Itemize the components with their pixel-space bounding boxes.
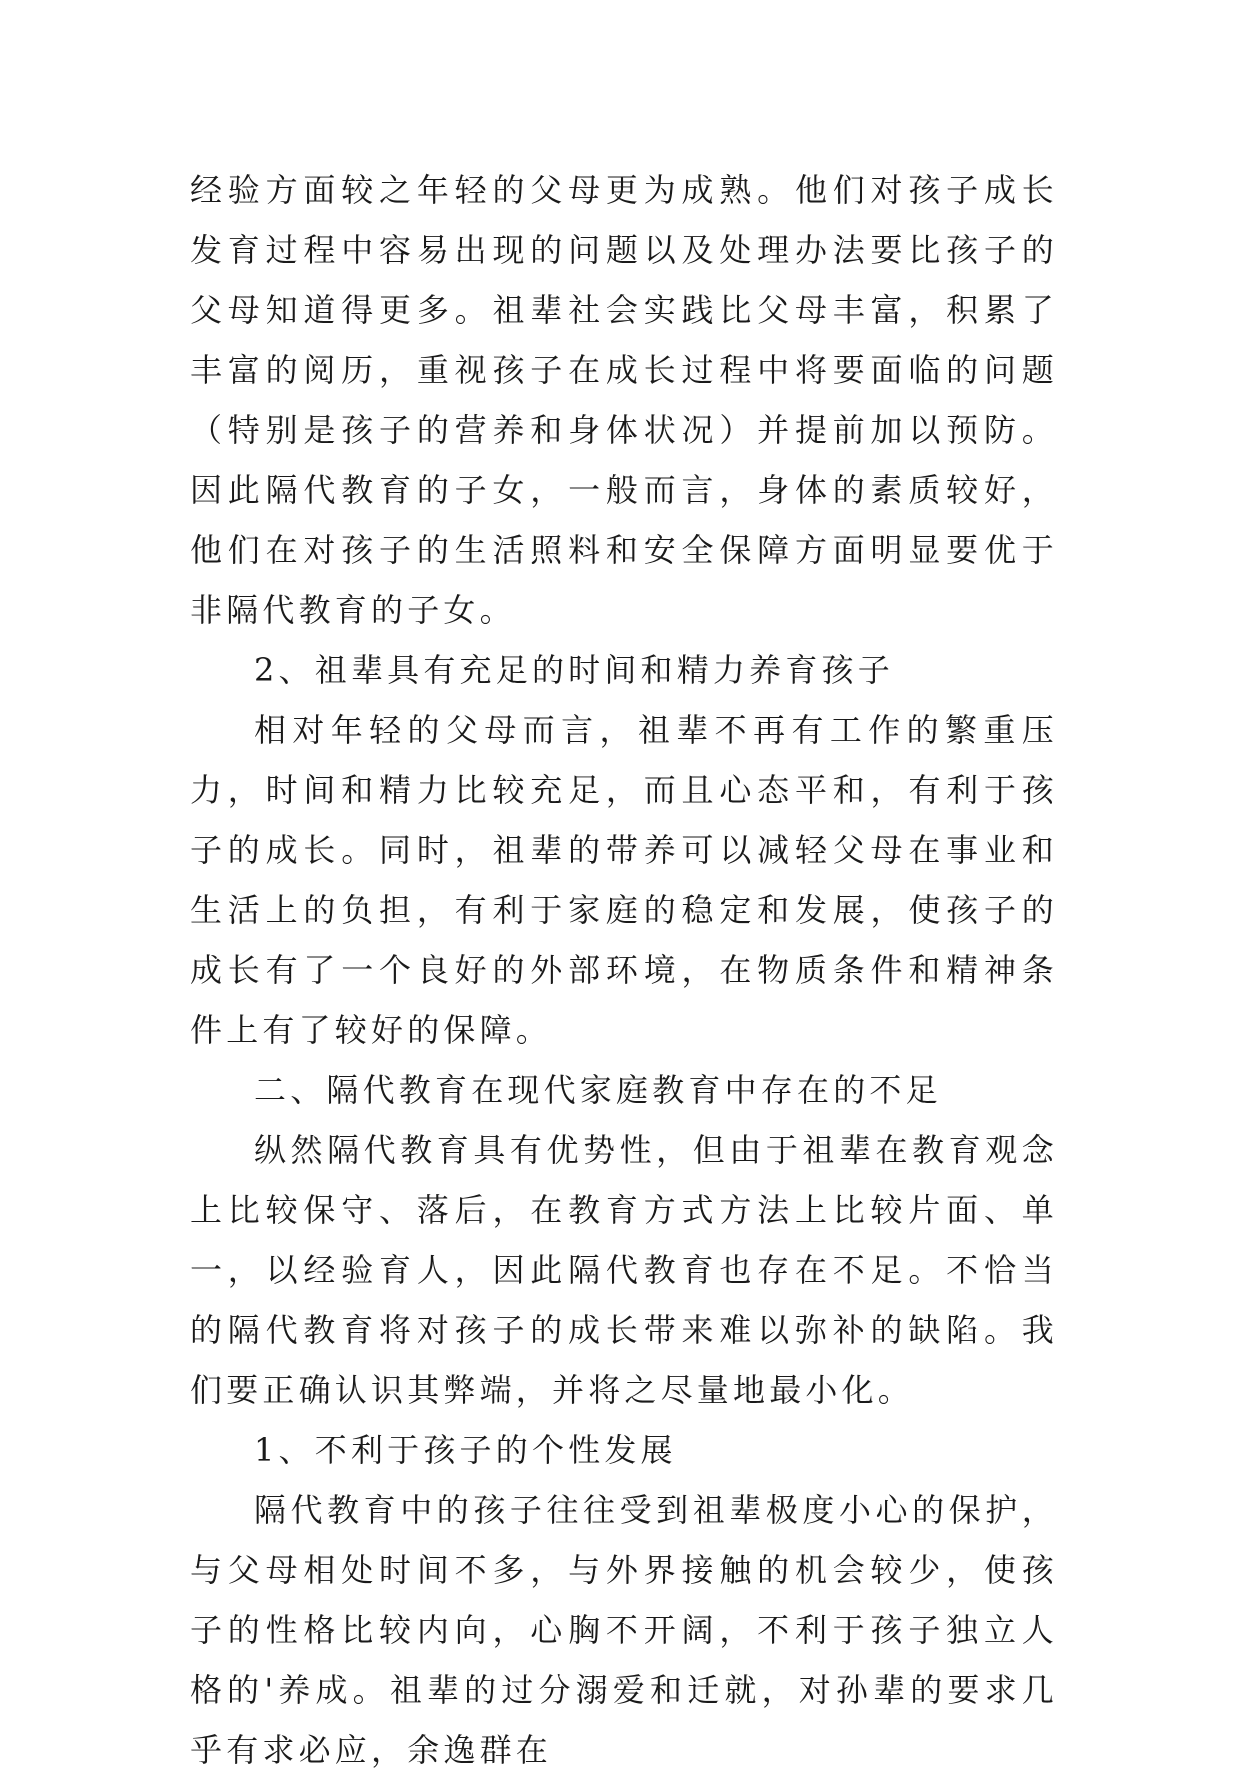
paragraph-personality: 隔代教育中的孩子往往受到祖辈极度小心的保护，与父母相处时间不多，与外界接触的机会较少，使孩子的性格比较内向，心胸不开阔，不利于孩子独立人格的'养成。祖辈的过分溺爱和迁就，对孙辈的要求几乎有求必应，余逸群在 — [190, 1491, 1058, 1769]
subheading-time-energy: 2、祖辈具有充足的时间和精力养育孩子 — [254, 651, 894, 689]
document-body — [190, 160, 1058, 1780]
paragraph-time-energy: 相对年轻的父母而言，祖辈不再有工作的繁重压力，时间和精力比较充足，而且心态平和，有利于孩子的成长。同时，祖辈的带养可以减轻父母在事业和生活上的负担，有利于家庭的稳定和发展，使孩子的成长有了一个良好的外部环境，在物质条件和精神条件上有了较好的保障。 — [190, 711, 1058, 1049]
subheading-personality: 1、不利于孩子的个性发展 — [254, 1431, 677, 1469]
paragraph-continuation: 经验方面较之年轻的父母更为成熟。他们对孩子成长发育过程中容易出现的问题以及处理办法要比孩子的父母知道得更多。祖辈社会实践比父母丰富，积累了丰富的阅历，重视孩子在成长过程中将要面临的问题（特别是孩子的营养和身体状况）并提前加以预防。因此隔代教育的子女，一般而言，身体的素质较好，他们在对孩子的生活照料和安全保障方面明显要优于非隔代教育的子女。 — [190, 171, 1058, 629]
section-heading-shortcomings: 二、隔代教育在现代家庭教育中存在的不足 — [254, 1071, 942, 1109]
paragraph-shortcomings: 纵然隔代教育具有优势性，但由于祖辈在教育观念上比较保守、落后，在教育方式方法上比较片面、单一，以经验育人，因此隔代教育也存在不足。不恰当的隔代教育将对孩子的成长带来难以弥补的缺陷。我们要正确认识其弊端，并将之尽量地最小化。 — [190, 1131, 1058, 1409]
